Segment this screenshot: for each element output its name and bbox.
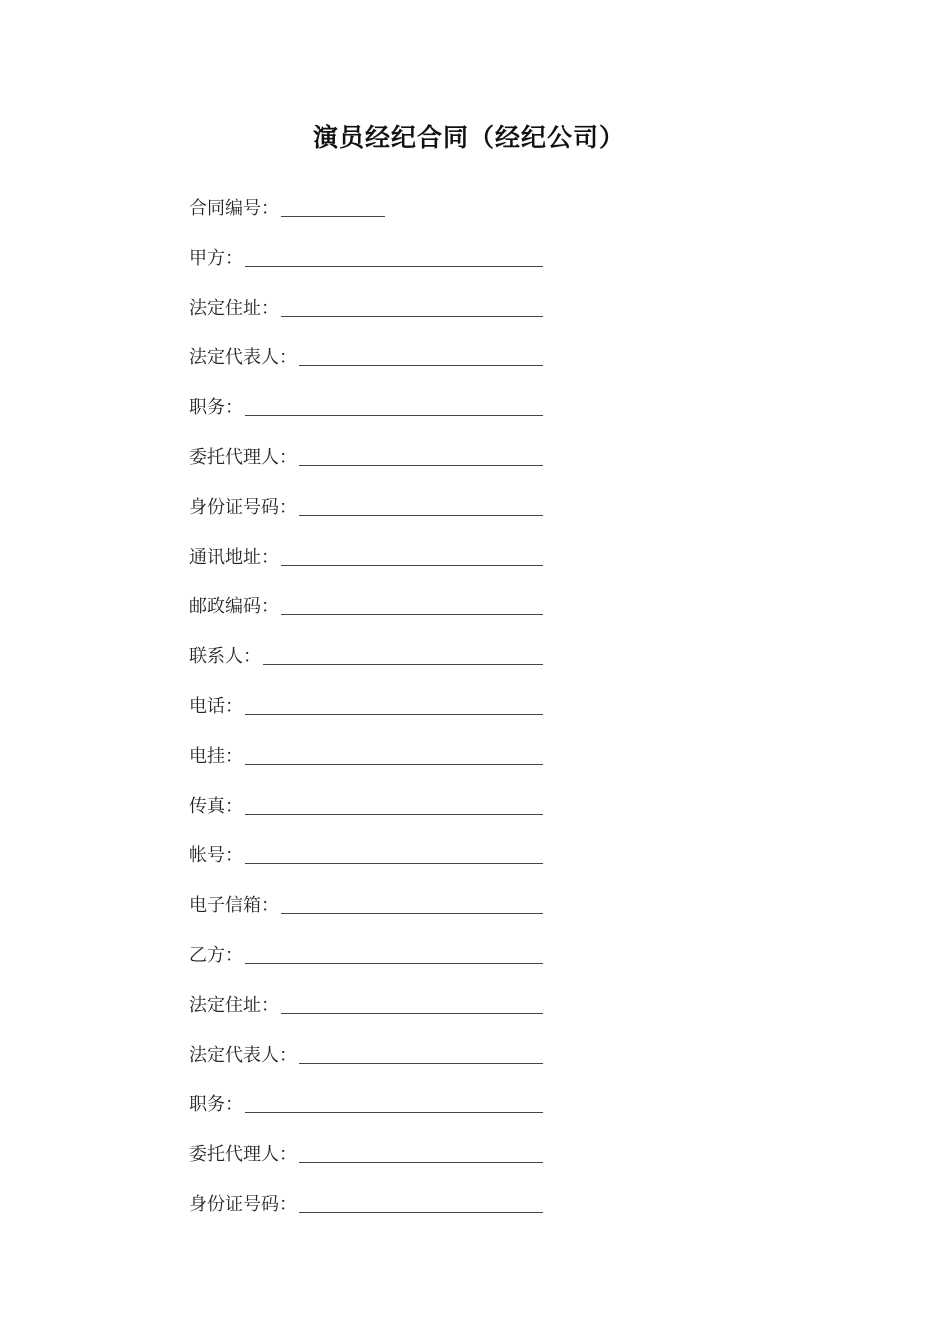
form-field-row [189,640,549,690]
form-field-row [189,690,549,740]
field-label: 电话： [189,695,243,717]
form-field-row [189,491,549,541]
blank-fill-line[interactable] [299,1063,543,1064]
field-label: 法定住址： [189,297,279,319]
form-field-row [189,242,549,292]
blank-fill-line[interactable] [245,814,543,815]
form-field-row [189,989,549,1039]
blank-fill-line[interactable] [245,714,543,715]
blank-fill-line[interactable] [299,1212,543,1213]
field-label: 职务： [189,397,243,419]
blank-fill-line[interactable] [281,216,385,217]
field-label: 通讯地址： [189,546,279,568]
form-field-row [189,1088,549,1138]
form-field-row [189,1039,549,1089]
blank-fill-line[interactable] [299,365,543,366]
form-field-row [189,939,549,989]
field-label: 传真： [189,795,243,817]
form-field-row [189,292,549,342]
form-field-row [189,192,549,242]
blank-fill-line[interactable] [245,764,543,765]
blank-fill-line[interactable] [245,266,543,267]
document-title: 演员经纪合同（经纪公司） [312,123,625,152]
form-field-row [189,391,549,441]
field-label: 法定代表人： [189,1044,297,1066]
field-label: 乙方： [189,944,243,966]
blank-fill-line[interactable] [281,565,543,566]
form-field-row [189,740,549,790]
form-field-row [189,1188,549,1238]
blank-fill-line[interactable] [281,614,543,615]
blank-fill-line[interactable] [245,863,543,864]
form-field-row [189,541,549,591]
blank-fill-line[interactable] [245,1112,543,1113]
blank-fill-line[interactable] [281,316,543,317]
form-field-row [189,590,549,640]
blank-fill-line[interactable] [263,664,543,665]
field-label: 合同编号： [189,198,279,219]
field-label: 法定代表人： [189,347,297,369]
blank-fill-line[interactable] [281,913,543,914]
blank-fill-line[interactable] [281,1013,543,1014]
field-label: 职务： [189,1094,243,1116]
form-field-row [189,441,549,491]
field-label: 电子信箱： [189,895,279,917]
blank-fill-line[interactable] [245,415,543,416]
field-label: 帐号： [189,845,243,867]
form-field-row [189,839,549,889]
form-field-row [189,790,549,840]
blank-fill-line[interactable] [299,465,543,466]
blank-fill-line[interactable] [245,963,543,964]
form-field-row [189,1138,549,1188]
field-label: 甲方： [189,247,243,269]
field-label: 法定住址： [189,994,279,1016]
field-label: 电挂： [189,745,243,767]
field-label: 身份证号码： [189,1193,297,1215]
contract-fields [189,192,549,1238]
blank-fill-line[interactable] [299,515,543,516]
field-label: 身份证号码： [189,496,297,518]
field-label: 邮政编码： [189,596,279,618]
form-field-row [189,341,549,391]
field-label: 联系人： [189,646,261,668]
blank-fill-line[interactable] [299,1162,543,1163]
form-field-row [189,889,549,939]
field-label: 委托代理人： [189,446,297,468]
field-label: 委托代理人： [189,1144,297,1166]
